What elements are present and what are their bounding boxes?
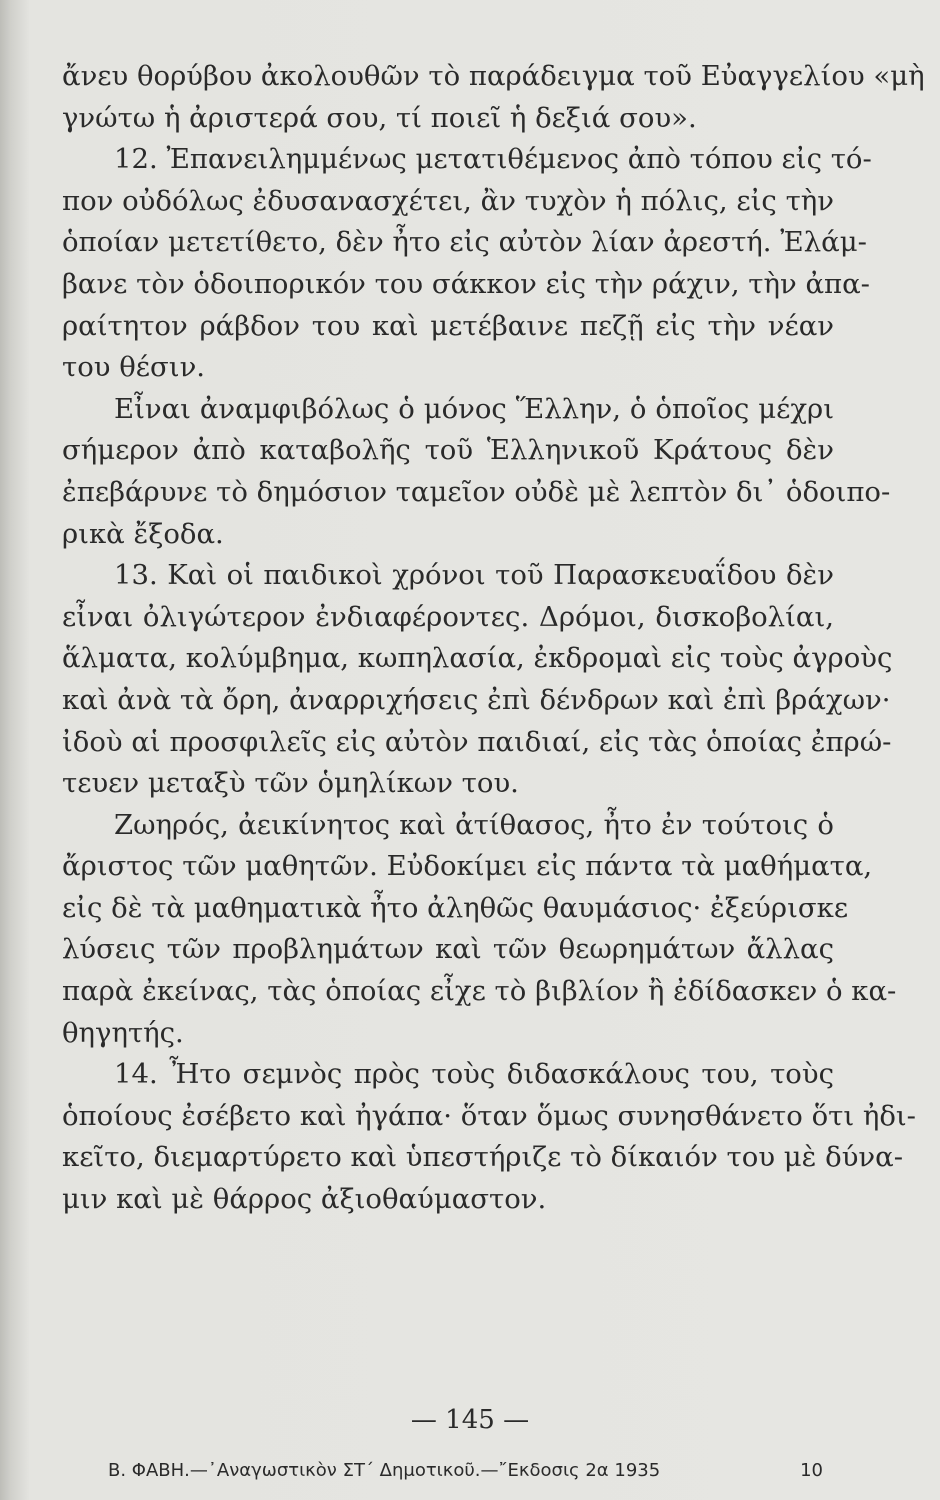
- text-line: 12. Ἐπανειλημμένως μετατιθέμενος ἀπὸ τόπου εἰς τό-: [114, 143, 872, 176]
- text-line: γνώτω ἡ ἀριστερά σου, τί ποιεῖ ἡ δεξιά σου».: [62, 101, 697, 134]
- text-line: τευεν μεταξὺ τῶν ὁμηλίκων του.: [62, 767, 519, 800]
- text-line: πον οὐδόλως ἐδυσανασχέτει, ἂν τυχὸν ἡ πόλις, εἰς τὴν: [62, 184, 834, 217]
- footer-signature: 10: [800, 1460, 823, 1481]
- text-line: 13. Καὶ οἱ παιδικοὶ χρόνοι τοῦ Παρασκευαΐδου δὲν: [114, 559, 834, 592]
- text-line: ἄνευ θορύβου ἀκολουθῶν τὸ παράδειγμα τοῦ Εὐαγγελίου «μὴ: [62, 60, 925, 92]
- text-line: ρικὰ ἔξοδα.: [62, 517, 224, 550]
- text-line: κεῖτο, διεμαρτύρετο καὶ ὑπεστήριζε τὸ δίκαιόν του μὲ δύνα-: [62, 1141, 904, 1174]
- text-line: ὁποίους ἐσέβετο καὶ ἠγάπα· ὅταν ὅμως συνησθάνετο ὅτι ἠδι-: [62, 1099, 916, 1132]
- text-line: ὁποίαν μετετίθετο, δὲν ἦτο εἰς αὐτὸν λίαν ἀρεστή. Ἐλάμ-: [62, 226, 867, 259]
- text-line: εἶναι ὀλιγώτερον ἐνδιαφέροντες. Δρόμοι, δισκοβολίαι,: [62, 600, 834, 633]
- text-line: λύσεις τῶν προβλημάτων καὶ τῶν θεωρημάτων ἄλλας: [62, 933, 834, 966]
- text-line: Εἶναι ἀναμφιβόλως ὁ μόνος Ἕλλην, ὁ ὁποῖος μέχρι: [114, 392, 834, 425]
- text-line: βανε τὸν ὁδοιπορικόν του σάκκον εἰς τὴν ράχιν, τὴν ἀπα-: [62, 267, 870, 300]
- footer: [108, 1460, 823, 1481]
- page-number: — 145 —: [410, 1405, 530, 1435]
- text-line: ἄριστος τῶν μαθητῶν. Εὐδοκίμει εἰς πάντα τὰ μαθήματα,: [62, 850, 873, 883]
- text-line: μιν καὶ μὲ θάρρος ἀξιοθαύμαστον.: [62, 1183, 547, 1216]
- text-line: θηγητής.: [62, 1016, 184, 1049]
- text-line: 14. Ἦτο σεμνὸς πρὸς τοὺς διδασκάλους του, τοὺς: [114, 1058, 834, 1091]
- text-line: ἅλματα, κολύμβημα, κωπηλασία, ἐκδρομαὶ εἰς τοὺς ἀγροὺς: [62, 642, 893, 675]
- text-line: καὶ ἀνὰ τὰ ὄρη, ἀναρριχήσεις ἐπὶ δένδρων καὶ ἐπὶ βράχων·: [62, 683, 891, 716]
- text-line: Ζωηρός, ἀεικίνητος καὶ ἀτίθασος, ἦτο ἐν τούτοις ὁ: [114, 808, 834, 841]
- text-line: ραίτητον ράβδον του καὶ μετέβαινε πεζῇ εἰς τὴν νέαν: [62, 309, 834, 342]
- text-line: του θέσιν.: [62, 351, 206, 384]
- text-line: παρὰ ἐκείνας, τὰς ὁποίας εἶχε τὸ βιβλίον ἢ ἐδίδασκεν ὁ κα-: [62, 975, 897, 1008]
- text-line: ἰδοὺ αἱ προσφιλεῖς εἰς αὐτὸν παιδιαί, εἰς τὰς ὁποίας ἐπρώ-: [62, 725, 892, 758]
- text-line: σήμερον ἀπὸ καταβολῆς τοῦ Ἑλληνικοῦ Κράτους δὲν: [62, 434, 834, 467]
- body-text: [62, 56, 925, 1221]
- footer-imprint: Β. ΦΑΒΗ.—᾿Αναγωστικὸν ΣΤ΄ Δημοτικοῦ.—῎Εκδοσις 2α 1935: [108, 1460, 661, 1481]
- text-line: εἰς δὲ τὰ μαθηματικὰ ἦτο ἀληθῶς θαυμάσιος· ἐξεύρισκε: [62, 891, 849, 924]
- text-line: ἐπεβάρυνε τὸ δημόσιον ταμεῖον οὐδὲ μὲ λεπτὸν δι᾽ ὁδοιπο-: [62, 475, 891, 508]
